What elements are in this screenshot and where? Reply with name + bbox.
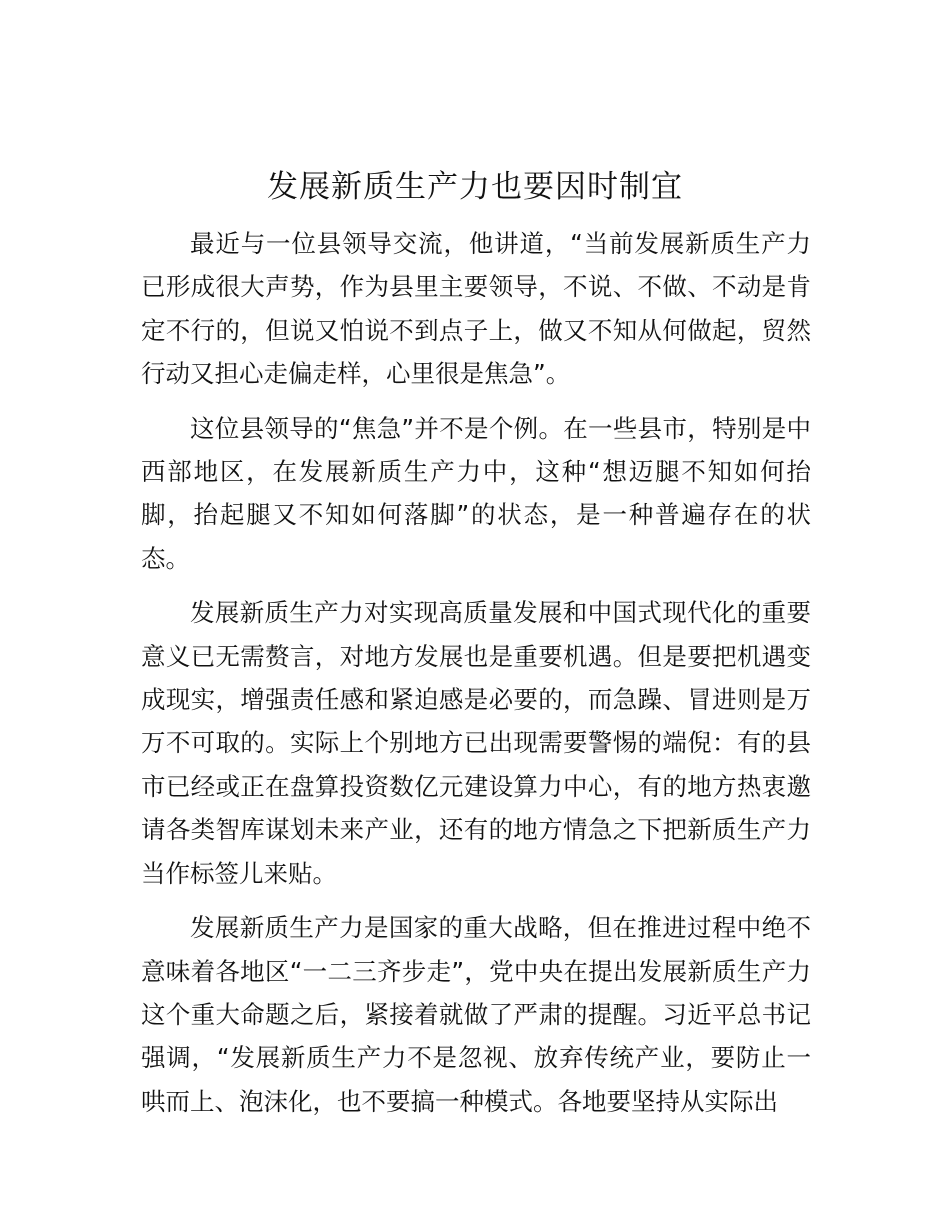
- paragraph-3: 发展新质生产力对实现高质量发展和中国式现代化的重要意义已无需赘言，对地方发展也是重要机遇。但是要把机遇变成现实，增强责任感和紧迫感是必要的，而急躁、冒进则是万万不可取的。实际上个别地方已出现需要警惕的端倪：有的县市已经或正在盘算投资数亿元建设算力中心，有的地方热衷邀请各类智库谋划未来产业，还有的地方情急之下把新质生产力当作标签儿来贴。: [141, 598, 811, 888]
- paragraph-1: 最近与一位县领导交流，他讲道，“当前发展新质生产力已形成很大声势，作为县里主要领导，不说、不做、不动是肯定不行的，但说又怕说不到点子上，做又不知从何做起，贸然行动又担心走偏走样，心里很是焦急”。: [141, 229, 811, 389]
- paragraph-2: 这位县领导的“焦急”并不是个例。在一些县市，特别是中西部地区，在发展新质生产力中，这种“想迈腿不知如何抬脚，抬起腿又不知如何落脚”的状态，是一种普遍存在的状态。: [141, 413, 811, 573]
- document-title: 发展新质生产力也要因时制宜: [267, 169, 683, 205]
- document-body: [141, 222, 811, 1134]
- paragraph-4: 发展新质生产力是国家的重大战略，但在推进过程中绝不意味着各地区“一二三齐步走”，党中央在提出发展新质生产力这个重大命题之后，紧接着就做了严肃的提醒。习近平总书记强调，“发展新质生产力不是忽视、放弃传统产业，要防止一哄而上、泡沫化，也不要搞一种模式。各地要坚持从实际出: [141, 913, 811, 1116]
